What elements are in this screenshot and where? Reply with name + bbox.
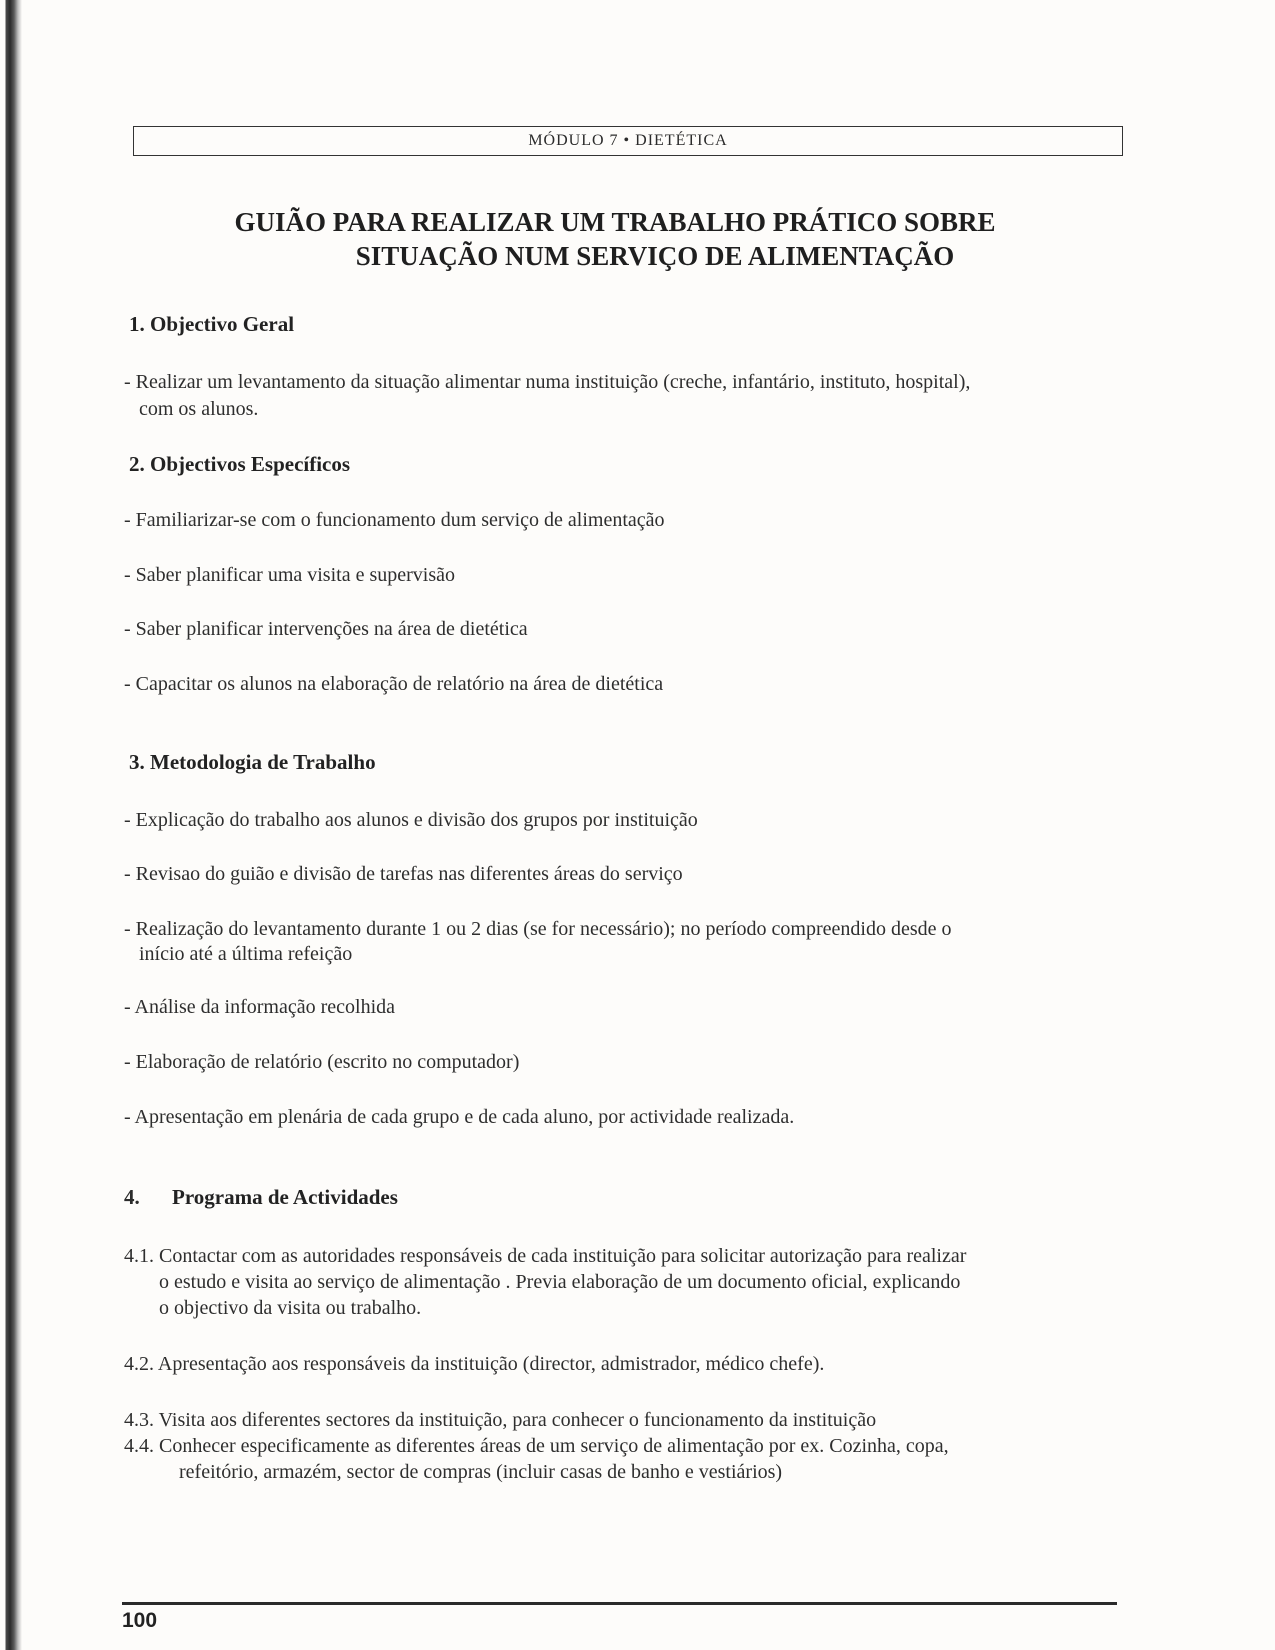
footer-rule (122, 1602, 1117, 1605)
numbered-item-continuation: o objectivo da visita ou trabalho. (159, 1297, 422, 1319)
numbered-item: 4.2. Apresentação aos responsáveis da instituição (director, admistrador, médico chefe). (124, 1353, 825, 1375)
numbered-item-continuation: refeitório, armazém, sector de compras (incluir casas de banho e vestiários) (179, 1461, 783, 1483)
numbered-item: 4.3. Visita aos diferentes sectores da instituição, para conhecer o funcionamento da instituição (124, 1409, 877, 1431)
numbered-item: 4.4. Conhecer especificamente as diferentes áreas de um serviço de alimentação por ex. Cozinha, copa, (124, 1435, 949, 1457)
section-heading-objectivo-geral: 1. Objectivo Geral (129, 312, 295, 336)
list-item-continuation: início até a última refeição (139, 943, 353, 965)
title-line-1: GUIÃO PARA REALIZAR UM TRABALHO PRÁTICO SOBRE (234, 207, 996, 237)
paragraph-line: com os alunos. (139, 398, 259, 420)
numbered-item-continuation: o estudo e visita ao serviço de alimentação . Previa elaboração de um documento oficial, explicando (159, 1271, 961, 1293)
numbered-item: 4.1. Contactar com as autoridades responsáveis de cada instituição para solicitar autorização para realizar (124, 1245, 967, 1267)
list-item: - Capacitar os alunos na elaboração de relatório na área de dietética (124, 673, 664, 695)
list-item: - Saber planificar uma visita e supervisão (124, 564, 455, 586)
page-number: 100 (122, 1609, 158, 1632)
list-item: - Saber planificar intervenções na área de dietética (124, 618, 528, 640)
list-item: - Revisao do guião e divisão de tarefas nas diferentes áreas do serviço (124, 863, 683, 885)
module-header: MÓDULO 7 • DIETÉTICA (133, 126, 1123, 156)
list-item: - Familiarizar-se com o funcionamento dum serviço de alimentação (124, 509, 665, 531)
list-item: - Elaboração de relatório (escrito no computador) (124, 1051, 520, 1073)
section-number: 4. (124, 1185, 140, 1209)
list-item: - Realização do levantamento durante 1 ou 2 dias (se for necessário); no período compreendido desde o (124, 918, 952, 940)
list-item: - Apresentação em plenária de cada grupo e de cada aluno, por actividade realizada. (124, 1106, 795, 1128)
paragraph-line: - Realizar um levantamento da situação alimentar numa instituição (creche, infantário, instituto, hospital), (124, 371, 971, 393)
list-item: - Explicação do trabalho aos alunos e divisão dos grupos por instituição (124, 809, 698, 831)
book-binding-edge (0, 0, 22, 1650)
title-line-2: SITUAÇÃO NUM SERVIÇO DE ALIMENTAÇÃO (355, 241, 955, 271)
list-item: - Análise da informação recolhida (124, 996, 395, 1018)
section-heading-objectivos-especificos: 2. Objectivos Específicos (129, 452, 351, 476)
page-title (150, 205, 1120, 273)
section-heading-metodologia: 3. Metodologia de Trabalho (129, 750, 376, 774)
section-heading-programa: Programa de Actividades (172, 1185, 398, 1209)
